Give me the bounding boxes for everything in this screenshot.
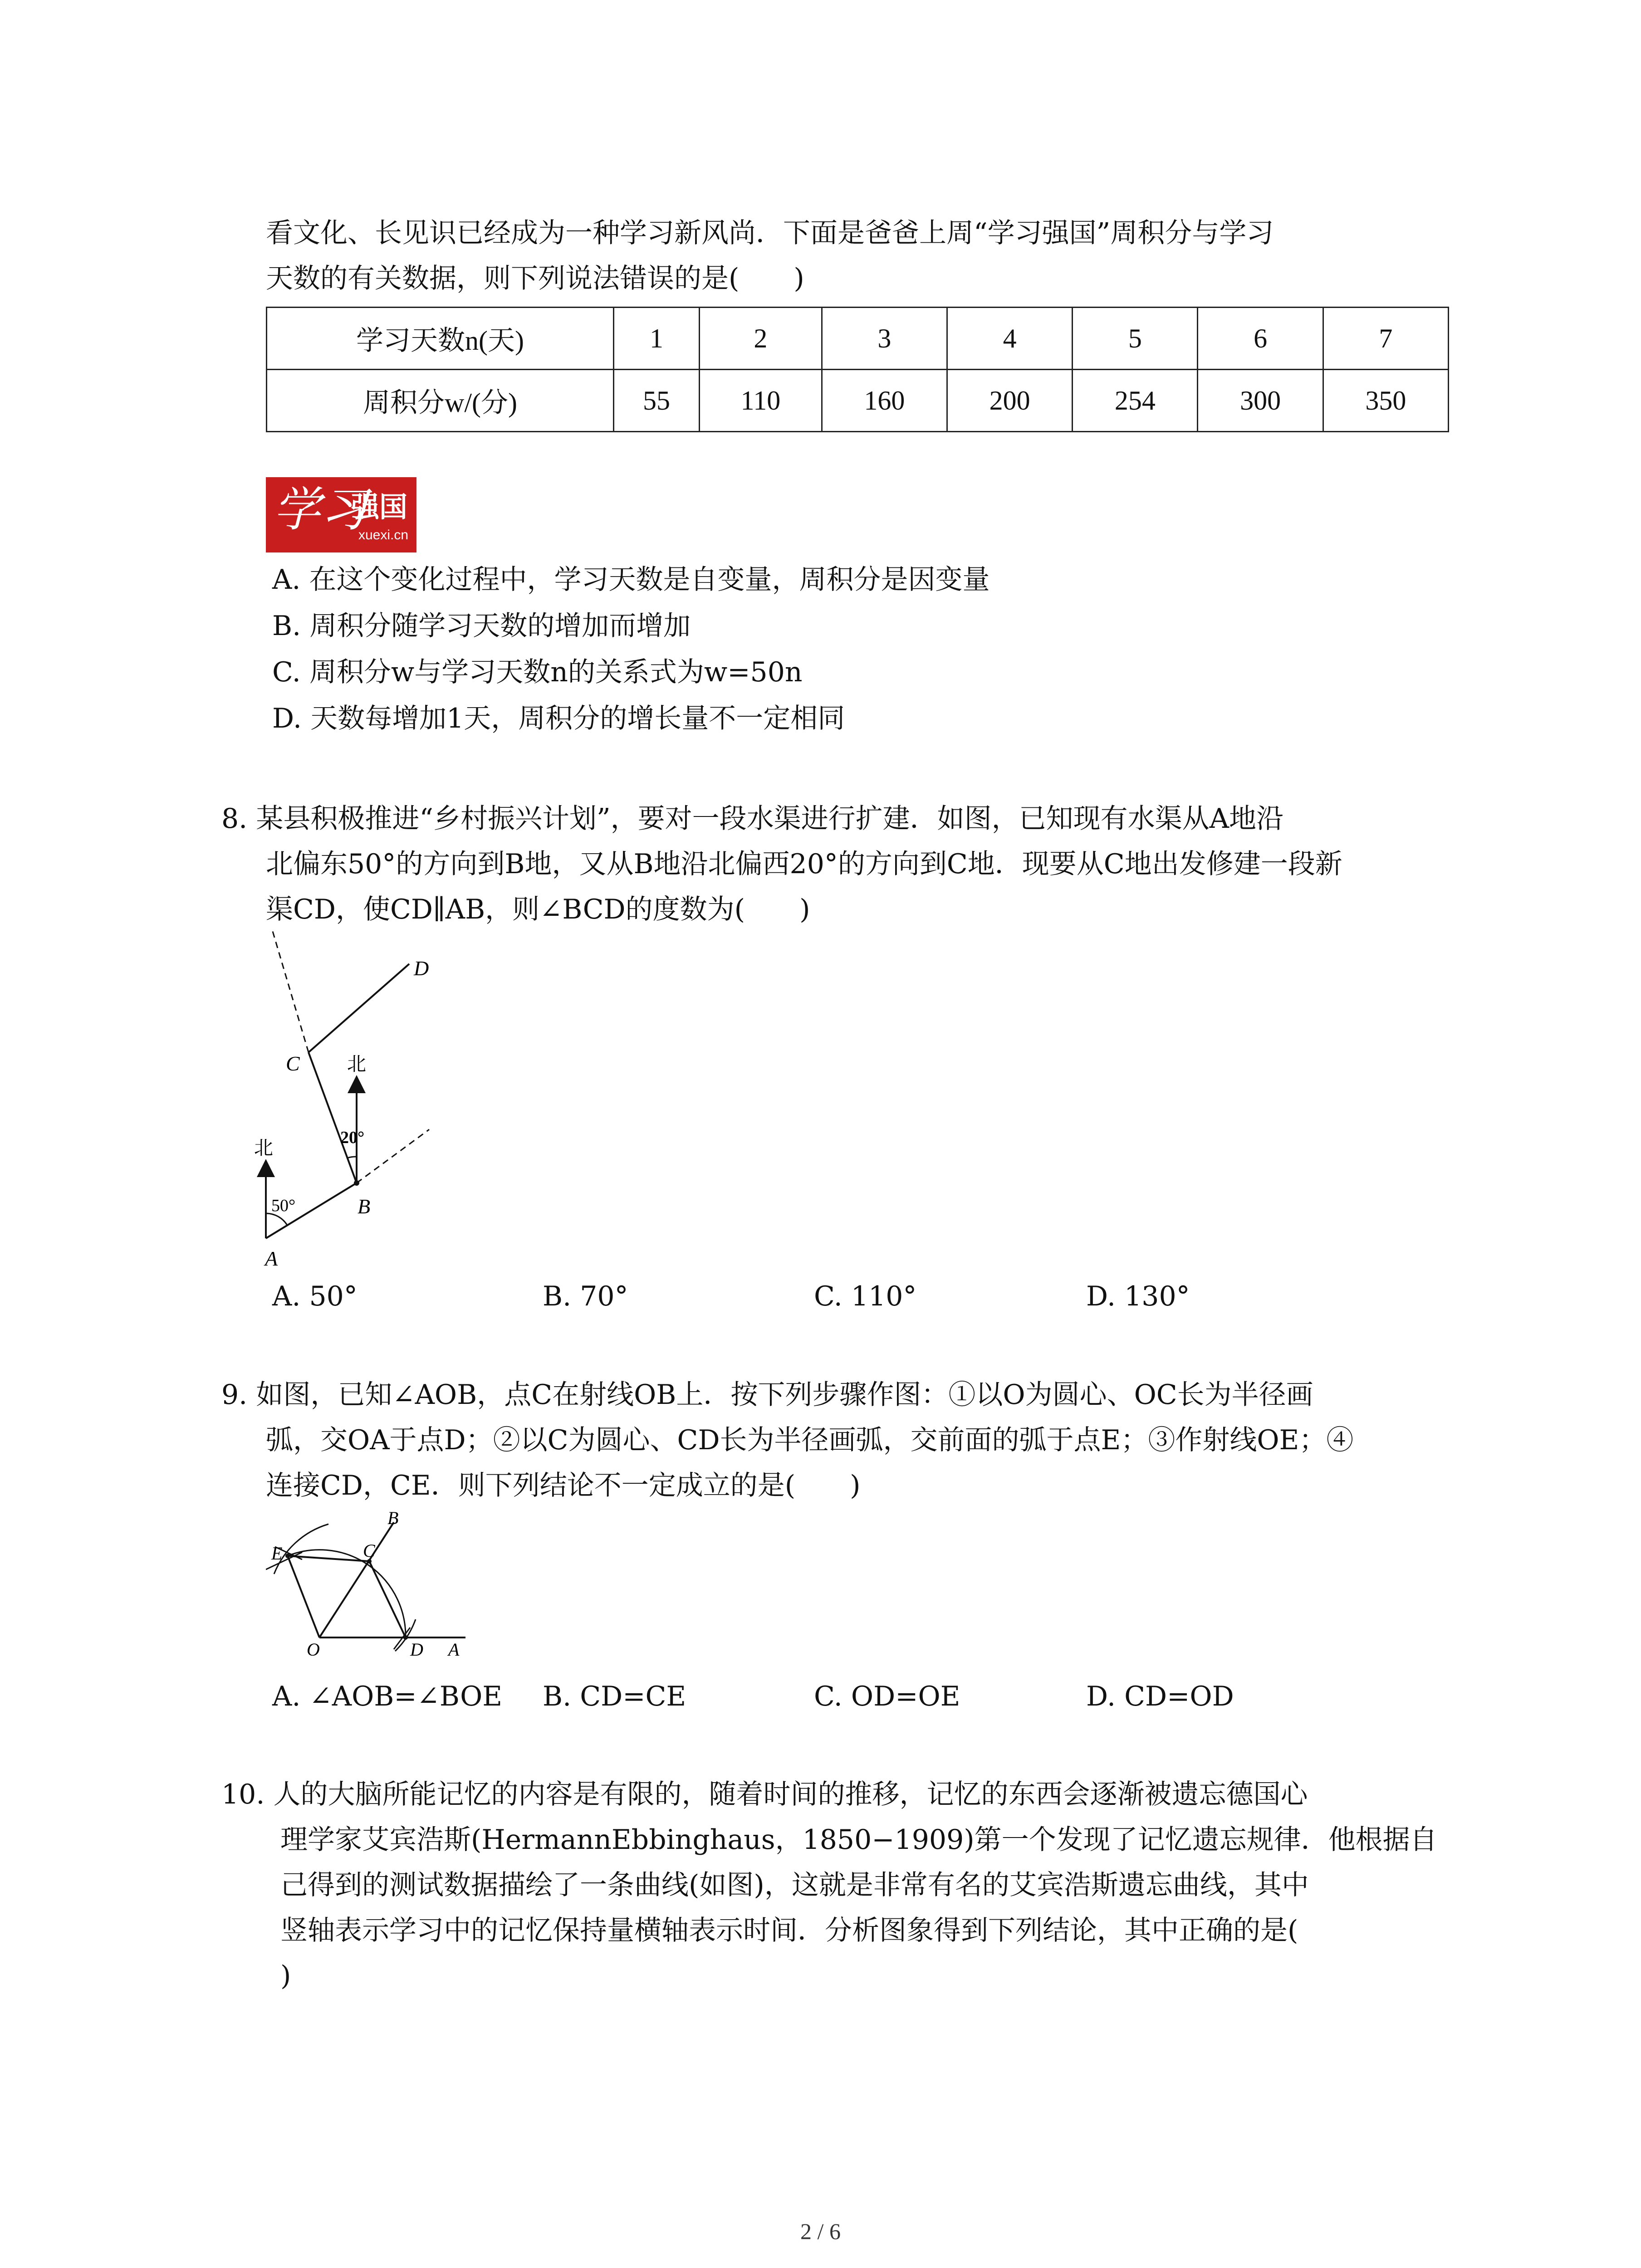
q7-option-b: B. 周积分随学习天数的增加而增加 (272, 610, 691, 642)
label-b: B (358, 1195, 371, 1218)
label-a: A (448, 1639, 460, 1660)
label-a: A (265, 1247, 278, 1270)
point-d-dot (403, 1635, 408, 1640)
table-cell: 6 (1198, 308, 1323, 370)
label-north-left: 北 (254, 1137, 274, 1159)
q8-line3: 渠CD，使CD∥AB，则∠BCD的度数为( ) (266, 894, 810, 925)
ray-ob (319, 1522, 394, 1637)
q9-option-d: D. CD=OD (1086, 1681, 1234, 1712)
table-cell: 350 (1323, 370, 1448, 432)
q8-line2: 北偏东50°的方向到B地，又从B地沿北偏西20°的方向到C地．现要从C地出发修建一段新 (266, 848, 1342, 880)
q9-option-a: A. ∠AOB=∠BOE (272, 1681, 503, 1712)
q7-option-a: A. 在这个变化过程中，学习天数是自变量，周积分是因变量 (272, 564, 990, 596)
point-b-dot (354, 1180, 359, 1186)
q10-line3: 己得到的测试数据描绘了一条曲线(如图)，这就是非常有名的艾宾浩斯遗忘曲线，其中 (280, 1869, 1309, 1901)
table-cell: 1 (614, 308, 700, 370)
table-cell: 254 (1073, 370, 1198, 432)
label-d: D (410, 1639, 423, 1660)
q10-line1: 10. 人的大脑所能记忆的内容是有限的，随着时间的推移，记忆的东西会逐渐被遗忘德国心 (221, 1779, 1308, 1810)
xuexi-qiangguo-logo (266, 477, 416, 552)
q8-option-b: B. 70° (543, 1281, 628, 1312)
table-row (267, 370, 1449, 432)
table-row (267, 308, 1449, 370)
logo-side-text: 强国 (351, 490, 408, 523)
q9-option-c: C. OD=OE (814, 1681, 960, 1712)
q7-data-table (266, 307, 1449, 432)
q9-line1: 9. 如图，已知∠AOB，点C在射线OB上．按下列步骤作图：①以O为圆心、OC长为半径画 (221, 1379, 1313, 1411)
label-north-top: 北 (347, 1053, 367, 1075)
page-number: 2 / 6 (800, 2219, 841, 2244)
point-e-dot (285, 1554, 290, 1558)
table-cell: 3 (822, 308, 947, 370)
label-c: C (286, 1052, 300, 1075)
q9-option-b: B. CD=CE (543, 1681, 686, 1712)
table-cell: 55 (614, 370, 700, 432)
q10-line5: ) (280, 1960, 291, 1992)
label-angle-50: 50° (271, 1196, 296, 1215)
q9-construction-figure (266, 1506, 479, 1669)
table-cell: 7 (1323, 308, 1448, 370)
q9-line3: 连接CD，CE．则下列结论不一定成立的是( ) (266, 1470, 861, 1501)
angle-arc-20 (347, 1157, 357, 1158)
table-cell: 110 (700, 370, 822, 432)
label-c: C (363, 1540, 375, 1561)
q7-line2: 天数的有关数据，则下列说法错误的是( ) (266, 263, 804, 294)
logo-url-text: xuexi.cn (358, 528, 409, 543)
label-o: O (307, 1639, 320, 1660)
table-cell: 2 (700, 308, 822, 370)
label-e: E (271, 1543, 283, 1564)
logo-main-text: 学习 (273, 482, 368, 537)
label-angle-20: 20° (340, 1128, 365, 1147)
segment-cd (309, 964, 409, 1052)
table-cell: 周积分w/(分) (267, 370, 614, 432)
q7-line1: 看文化、长见识已经成为一种学习新风尚．下面是爸爸上周“学习强国”周积分与学习 (266, 217, 1274, 249)
arc-center-o (288, 1550, 406, 1637)
q8-option-c: C. 110° (814, 1281, 917, 1312)
table-cell: 5 (1073, 308, 1198, 370)
table-cell: 300 (1198, 370, 1323, 432)
q9-line2: 弧，交OA于点D；②以C为圆心、CD长为半径画弧，交前面的弧于点E；③作射线OE；④ (266, 1424, 1354, 1456)
label-b: B (387, 1508, 399, 1528)
table-cell: 200 (947, 370, 1073, 432)
table-cell: 4 (947, 308, 1073, 370)
q10-line4: 竖轴表示学习中的记忆保持量横轴表示时间．分析图象得到下列结论，其中正确的是( (280, 1915, 1298, 1946)
label-d: D (414, 957, 429, 980)
q7-option-c: C. 周积分w与学习天数n的关系式为w=50n (272, 656, 803, 688)
segment-cd (369, 1561, 406, 1637)
dashed-extension-ab (357, 1129, 429, 1183)
q10-line2: 理学家艾宾浩斯(HermannEbbinghaus，1850−1909)第一个发现了记忆遗忘规律．他根据自 (280, 1824, 1437, 1856)
dashed-extension-bc (272, 930, 309, 1052)
table-cell: 160 (822, 370, 947, 432)
q7-option-d: D. 天数每增加1天，周积分的增长量不一定相同 (272, 703, 845, 734)
q8-option-a: A. 50° (272, 1281, 358, 1312)
table-cell: 学习天数n(天) (267, 308, 614, 370)
ray-oe (288, 1556, 319, 1637)
q8-line1: 8. 某县积极推进“乡村振兴计划”，要对一段水渠进行扩建．如图，已知现有水渠从A地沿 (221, 803, 1283, 835)
q8-option-d: D. 130° (1086, 1281, 1190, 1312)
q8-canal-figure (254, 930, 463, 1279)
